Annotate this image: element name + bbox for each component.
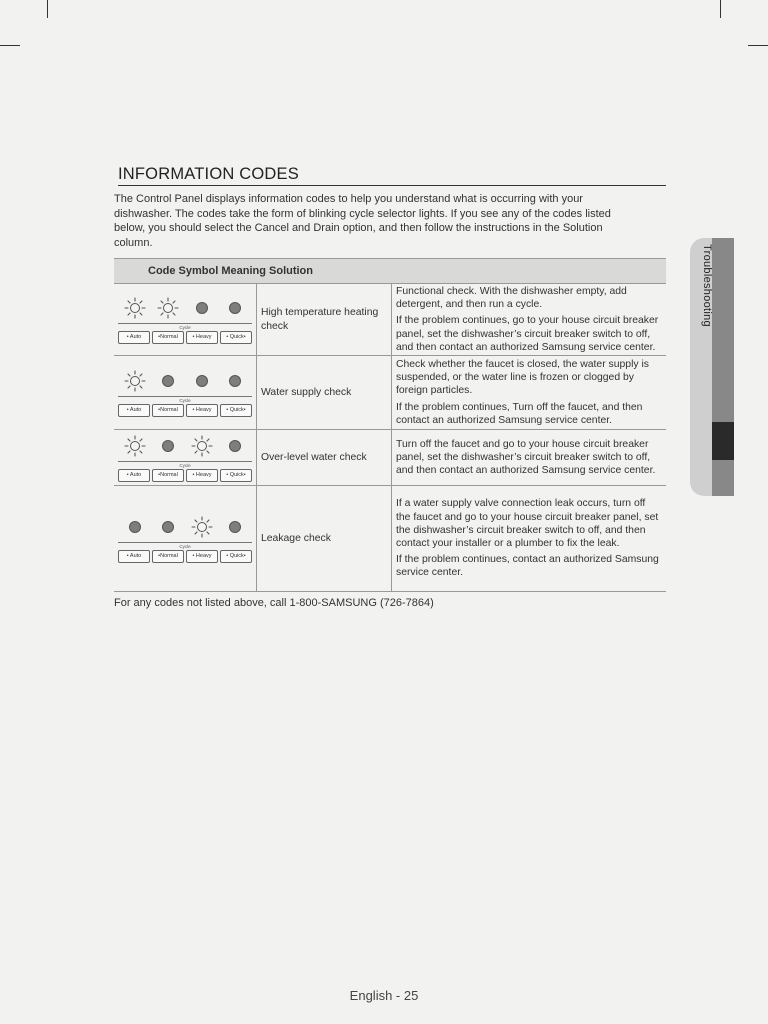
light-off-icon — [191, 370, 213, 392]
code-symbol — [114, 430, 257, 486]
light-off-icon — [157, 435, 179, 457]
code-symbol — [114, 356, 257, 430]
solution-text: Functional check. With the dishwasher empty, add detergent, and then run a cycle. — [396, 286, 627, 311]
solution-text: If a water supply valve connection leak occurs, turn off the faucet and go to your house circuit breaker panel, set the dishwasher’s circuit breaker switch to off, and then contact your installer or a plumber to fix the leak. — [396, 498, 659, 550]
light-off-icon — [157, 516, 179, 538]
light-off-icon — [157, 370, 179, 392]
information-codes-table — [114, 258, 666, 592]
phone-note: For any codes not listed above, call 1-800-SAMSUNG (726-7864) — [114, 597, 434, 609]
code-solution — [392, 430, 667, 486]
solution-text: Turn off the faucet and go to your house circuit breaker panel, set the dishwasher’s circuit breaker switch to off, and then contact an authorized Samsung service center. — [396, 438, 656, 477]
cycle-button: •Normal — [152, 331, 184, 344]
solution-text: If the problem continues, go to your house circuit breaker panel, set the dishwasher’s circuit breaker switch to off, and then contact an authorized Samsung service center. — [396, 315, 659, 353]
cycle-button: • Quick• — [220, 469, 252, 482]
crop-mark — [47, 0, 48, 18]
cycle-label: Cycle — [118, 542, 252, 550]
blinking-light-icon — [124, 297, 146, 319]
cycle-button: •Normal — [152, 469, 184, 482]
table-row — [114, 486, 666, 592]
table-header: Code Symbol Meaning Solution — [114, 259, 392, 284]
light-off-icon — [191, 297, 213, 319]
code-solution — [392, 486, 667, 592]
solution-text: Check whether the faucet is closed, the water supply is suspended, or the water line is frozen or clogged by foreign particles. — [396, 359, 649, 397]
code-solution — [392, 284, 667, 356]
code-meaning: Water supply check — [257, 356, 392, 430]
code-meaning: Over-level water check — [257, 430, 392, 486]
code-meaning: High temperature heating check — [257, 284, 392, 356]
light-off-icon — [224, 516, 246, 538]
light-off-icon — [124, 516, 146, 538]
table-row — [114, 284, 666, 356]
cycle-label: Cycle — [118, 396, 252, 404]
table-row — [114, 430, 666, 486]
control-panel-diagram — [118, 514, 252, 563]
cycle-button: • Auto — [118, 550, 150, 563]
cycle-button: • Quick• — [220, 550, 252, 563]
blinking-light-icon — [157, 297, 179, 319]
crop-mark — [748, 45, 768, 46]
cycle-button: • Auto — [118, 404, 150, 417]
control-panel-diagram — [118, 295, 252, 344]
cycle-button: • Heavy — [186, 550, 218, 563]
cycle-button: • Heavy — [186, 404, 218, 417]
light-off-icon — [224, 370, 246, 392]
table-row — [114, 356, 666, 430]
crop-mark — [720, 0, 721, 18]
code-symbol — [114, 486, 257, 592]
page-number: English - 25 — [349, 988, 419, 1003]
side-tab-marker — [712, 422, 734, 460]
code-meaning: Leakage check — [257, 486, 392, 592]
cycle-button: •Normal — [152, 550, 184, 563]
code-symbol — [114, 284, 257, 356]
crop-mark — [0, 45, 20, 46]
side-tab-label: Troubleshooting — [701, 244, 713, 327]
cycle-button: • Quick• — [220, 404, 252, 417]
blinking-light-icon — [191, 516, 213, 538]
cycle-button: •Normal — [152, 404, 184, 417]
cycle-button: • Heavy — [186, 469, 218, 482]
cycle-label: Cycle — [118, 461, 252, 469]
cycle-button: • Auto — [118, 331, 150, 344]
light-off-icon — [224, 297, 246, 319]
control-panel-diagram — [118, 433, 252, 482]
blinking-light-icon — [124, 435, 146, 457]
table-header-empty — [392, 259, 667, 284]
code-solution — [392, 356, 667, 430]
light-off-icon — [224, 435, 246, 457]
cycle-button: • Quick• — [220, 331, 252, 344]
cycle-label: Cycle — [118, 323, 252, 331]
intro-paragraph: The Control Panel displays information codes to help you understand what is occurring with your dishwasher. The codes take the form of blinking cycle selector lights. If you see any of the codes listed below, you should select the Cancel and Drain option, and then follow the instructions in the Solution column. — [114, 193, 611, 249]
blinking-light-icon — [124, 370, 146, 392]
solution-text: If the problem continues, contact an authorized Samsung service center. — [396, 554, 659, 579]
blinking-light-icon — [191, 435, 213, 457]
section-title: INFORMATION CODES — [118, 165, 666, 186]
control-panel-diagram — [118, 368, 252, 417]
cycle-button: • Auto — [118, 469, 150, 482]
solution-text: If the problem continues, Turn off the faucet, and then contact an authorized Samsung service center. — [396, 401, 643, 426]
cycle-button: • Heavy — [186, 331, 218, 344]
